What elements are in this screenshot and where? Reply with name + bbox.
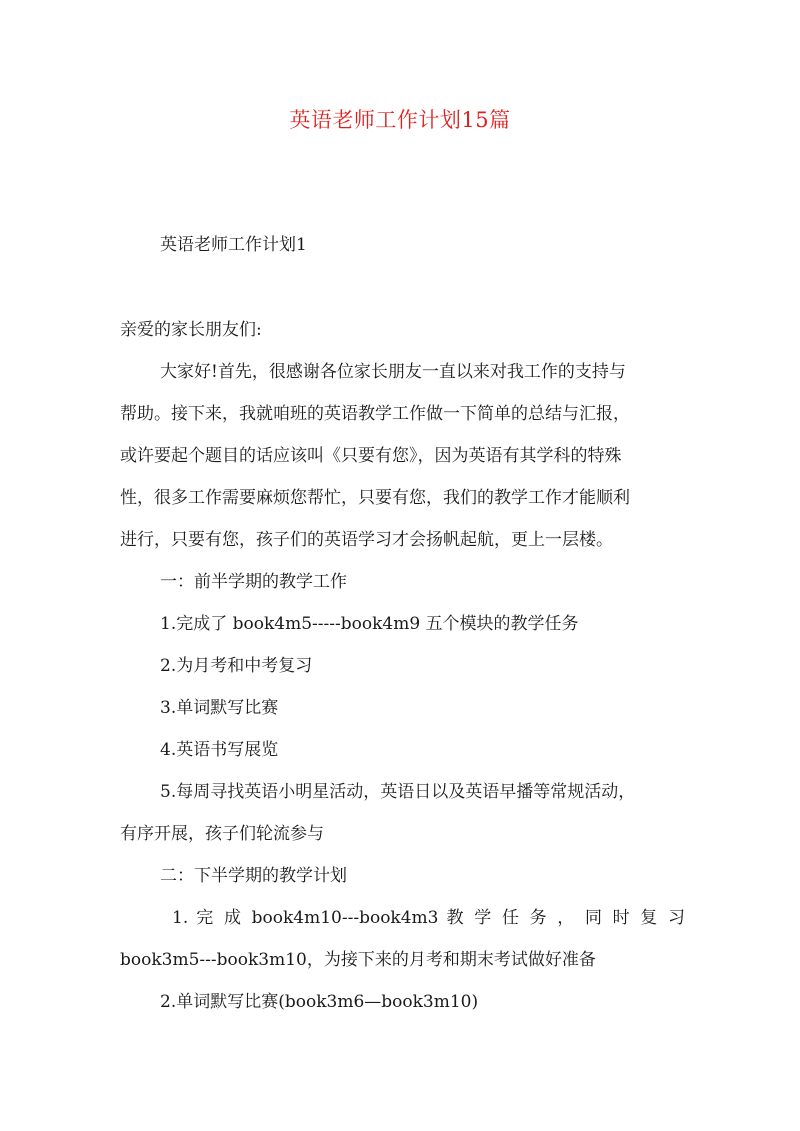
paragraph-line: 大家好!首先，很感谢各位家长朋友一直以来对我工作的支持与 [160, 362, 626, 382]
list-item: 3.单词默写比赛 [160, 698, 279, 718]
list-item: 5.每周寻找英语小明星活动，英语日以及英语早播等常规活动， [160, 782, 636, 802]
paragraph-line: 性，很多工作需要麻烦您帮忙，只要有您，我们的教学工作才能顺利 [120, 488, 630, 508]
list-item: 2.为月考和中考复习 [160, 656, 313, 676]
greeting-line: 亲爱的家长朋友们: [120, 320, 262, 340]
list-item-continuation: book3m5---book3m10，为接下来的月考和期末考试做好准备 [120, 950, 596, 970]
list-item: 4.英语书写展览 [160, 740, 279, 760]
part2-heading: 二：下半学期的教学计划 [160, 866, 347, 886]
part1-heading: 一：前半学期的教学工作 [160, 572, 347, 592]
list-item: 2.单词默写比赛(book3m6—book3m10) [160, 992, 479, 1012]
list-item-continuation: 有序开展，孩子们轮流参与 [120, 824, 324, 844]
list-item: 1.完成了 book4m5-----book4m9 五个模块的教学任务 [160, 614, 579, 634]
document-title: 英语老师工作计划15篇 [289, 108, 511, 132]
paragraph-line: 进行，只要有您，孩子们的英语学习才会扬帆起航，更上一层楼。 [120, 530, 613, 550]
paragraph-line: 帮助。接下来，我就咱班的英语教学工作做一下简单的总结与汇报， [120, 404, 630, 424]
list-item: 1. 完 成 book4m10---book4m3 教 学 任 务 ， 同 时 复 习 [172, 908, 685, 928]
section-heading: 英语老师工作计划1 [160, 235, 307, 255]
paragraph-line: 或许要起个题目的话应该叫《只要有您》，因为英语有其学科的特殊 [120, 446, 622, 466]
